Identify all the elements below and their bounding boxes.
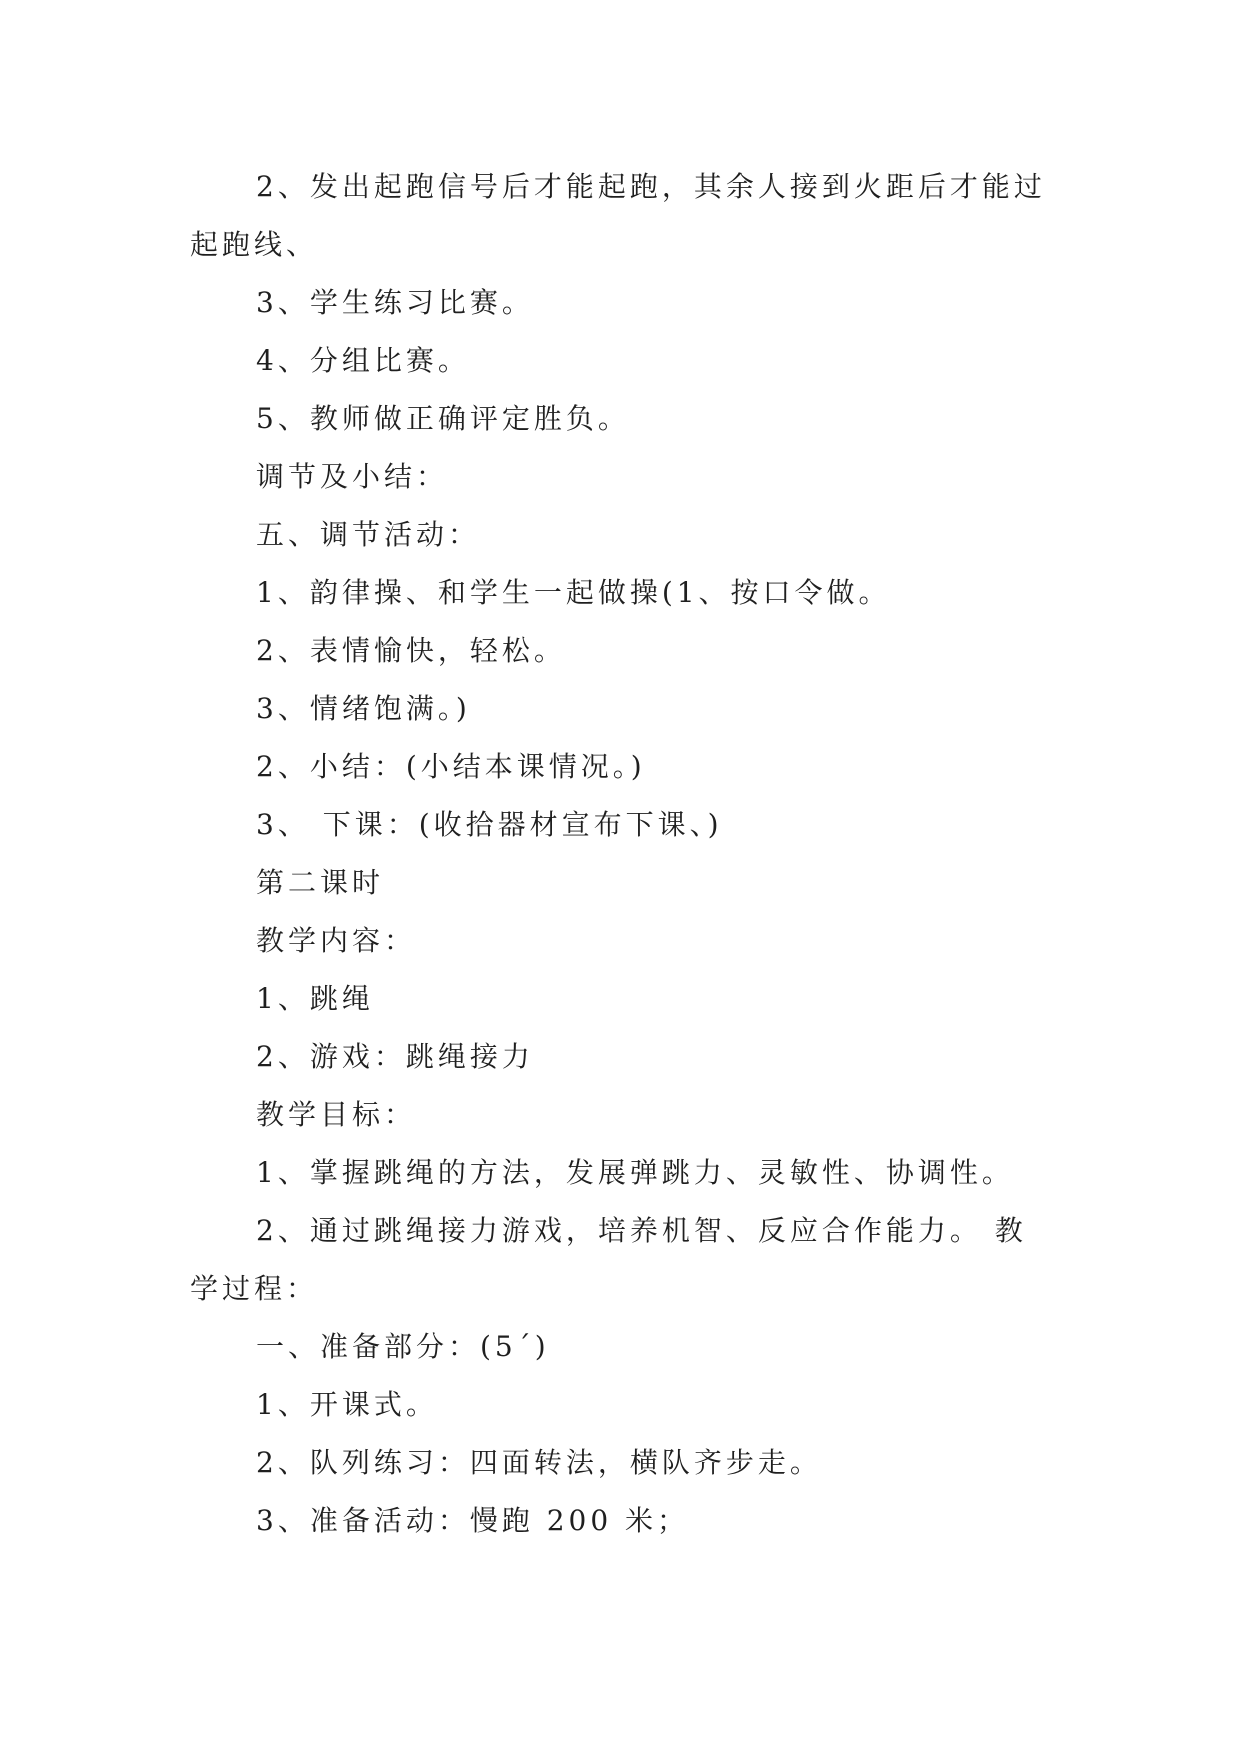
paragraph: 3、学生练习比赛。 [256,286,534,319]
paragraph: 2、通过跳绳接力游戏，培养机智、反应合作能力。 教学过程： [190,1214,1027,1305]
document-body [190,158,1048,1550]
section-heading: 五、调节活动： [256,518,481,551]
paragraph: 2、表情愉快，轻松。 [256,634,566,667]
paragraph: 3、 下课：(收拾器材宣布下课、) [256,808,723,841]
section-heading: 调节及小结： [256,460,449,493]
section-heading: 教学目标： [256,1098,417,1131]
paragraph: 2、小结：(小结本课情况。) [256,750,646,783]
paragraph: 2、游戏：跳绳接力 [256,1040,534,1073]
section-heading: 一、准备部分：(5´) [256,1330,550,1363]
paragraph: 1、跳绳 [256,982,374,1015]
paragraph: 2、队列练习：四面转法，横队齐步走。 [256,1446,822,1479]
paragraph: 2、发出起跑信号后才能起跑，其余人接到火距后才能过起跑线、 [190,170,1046,261]
paragraph: 5、教师做正确评定胜负。 [256,402,630,435]
paragraph: 1、韵律操、和学生一起做操(1、按口令做。 [256,576,891,609]
section-heading: 第二课时 [256,866,385,899]
section-heading: 教学内容： [256,924,417,957]
paragraph: 3、准备活动：慢跑 200 米； [256,1504,690,1537]
paragraph: 3、情绪饱满。) [256,692,471,725]
paragraph: 1、开课式。 [256,1388,438,1421]
paragraph: 4、分组比赛。 [256,344,470,377]
paragraph: 1、掌握跳绳的方法，发展弹跳力、灵敏性、协调性。 [256,1156,1014,1189]
